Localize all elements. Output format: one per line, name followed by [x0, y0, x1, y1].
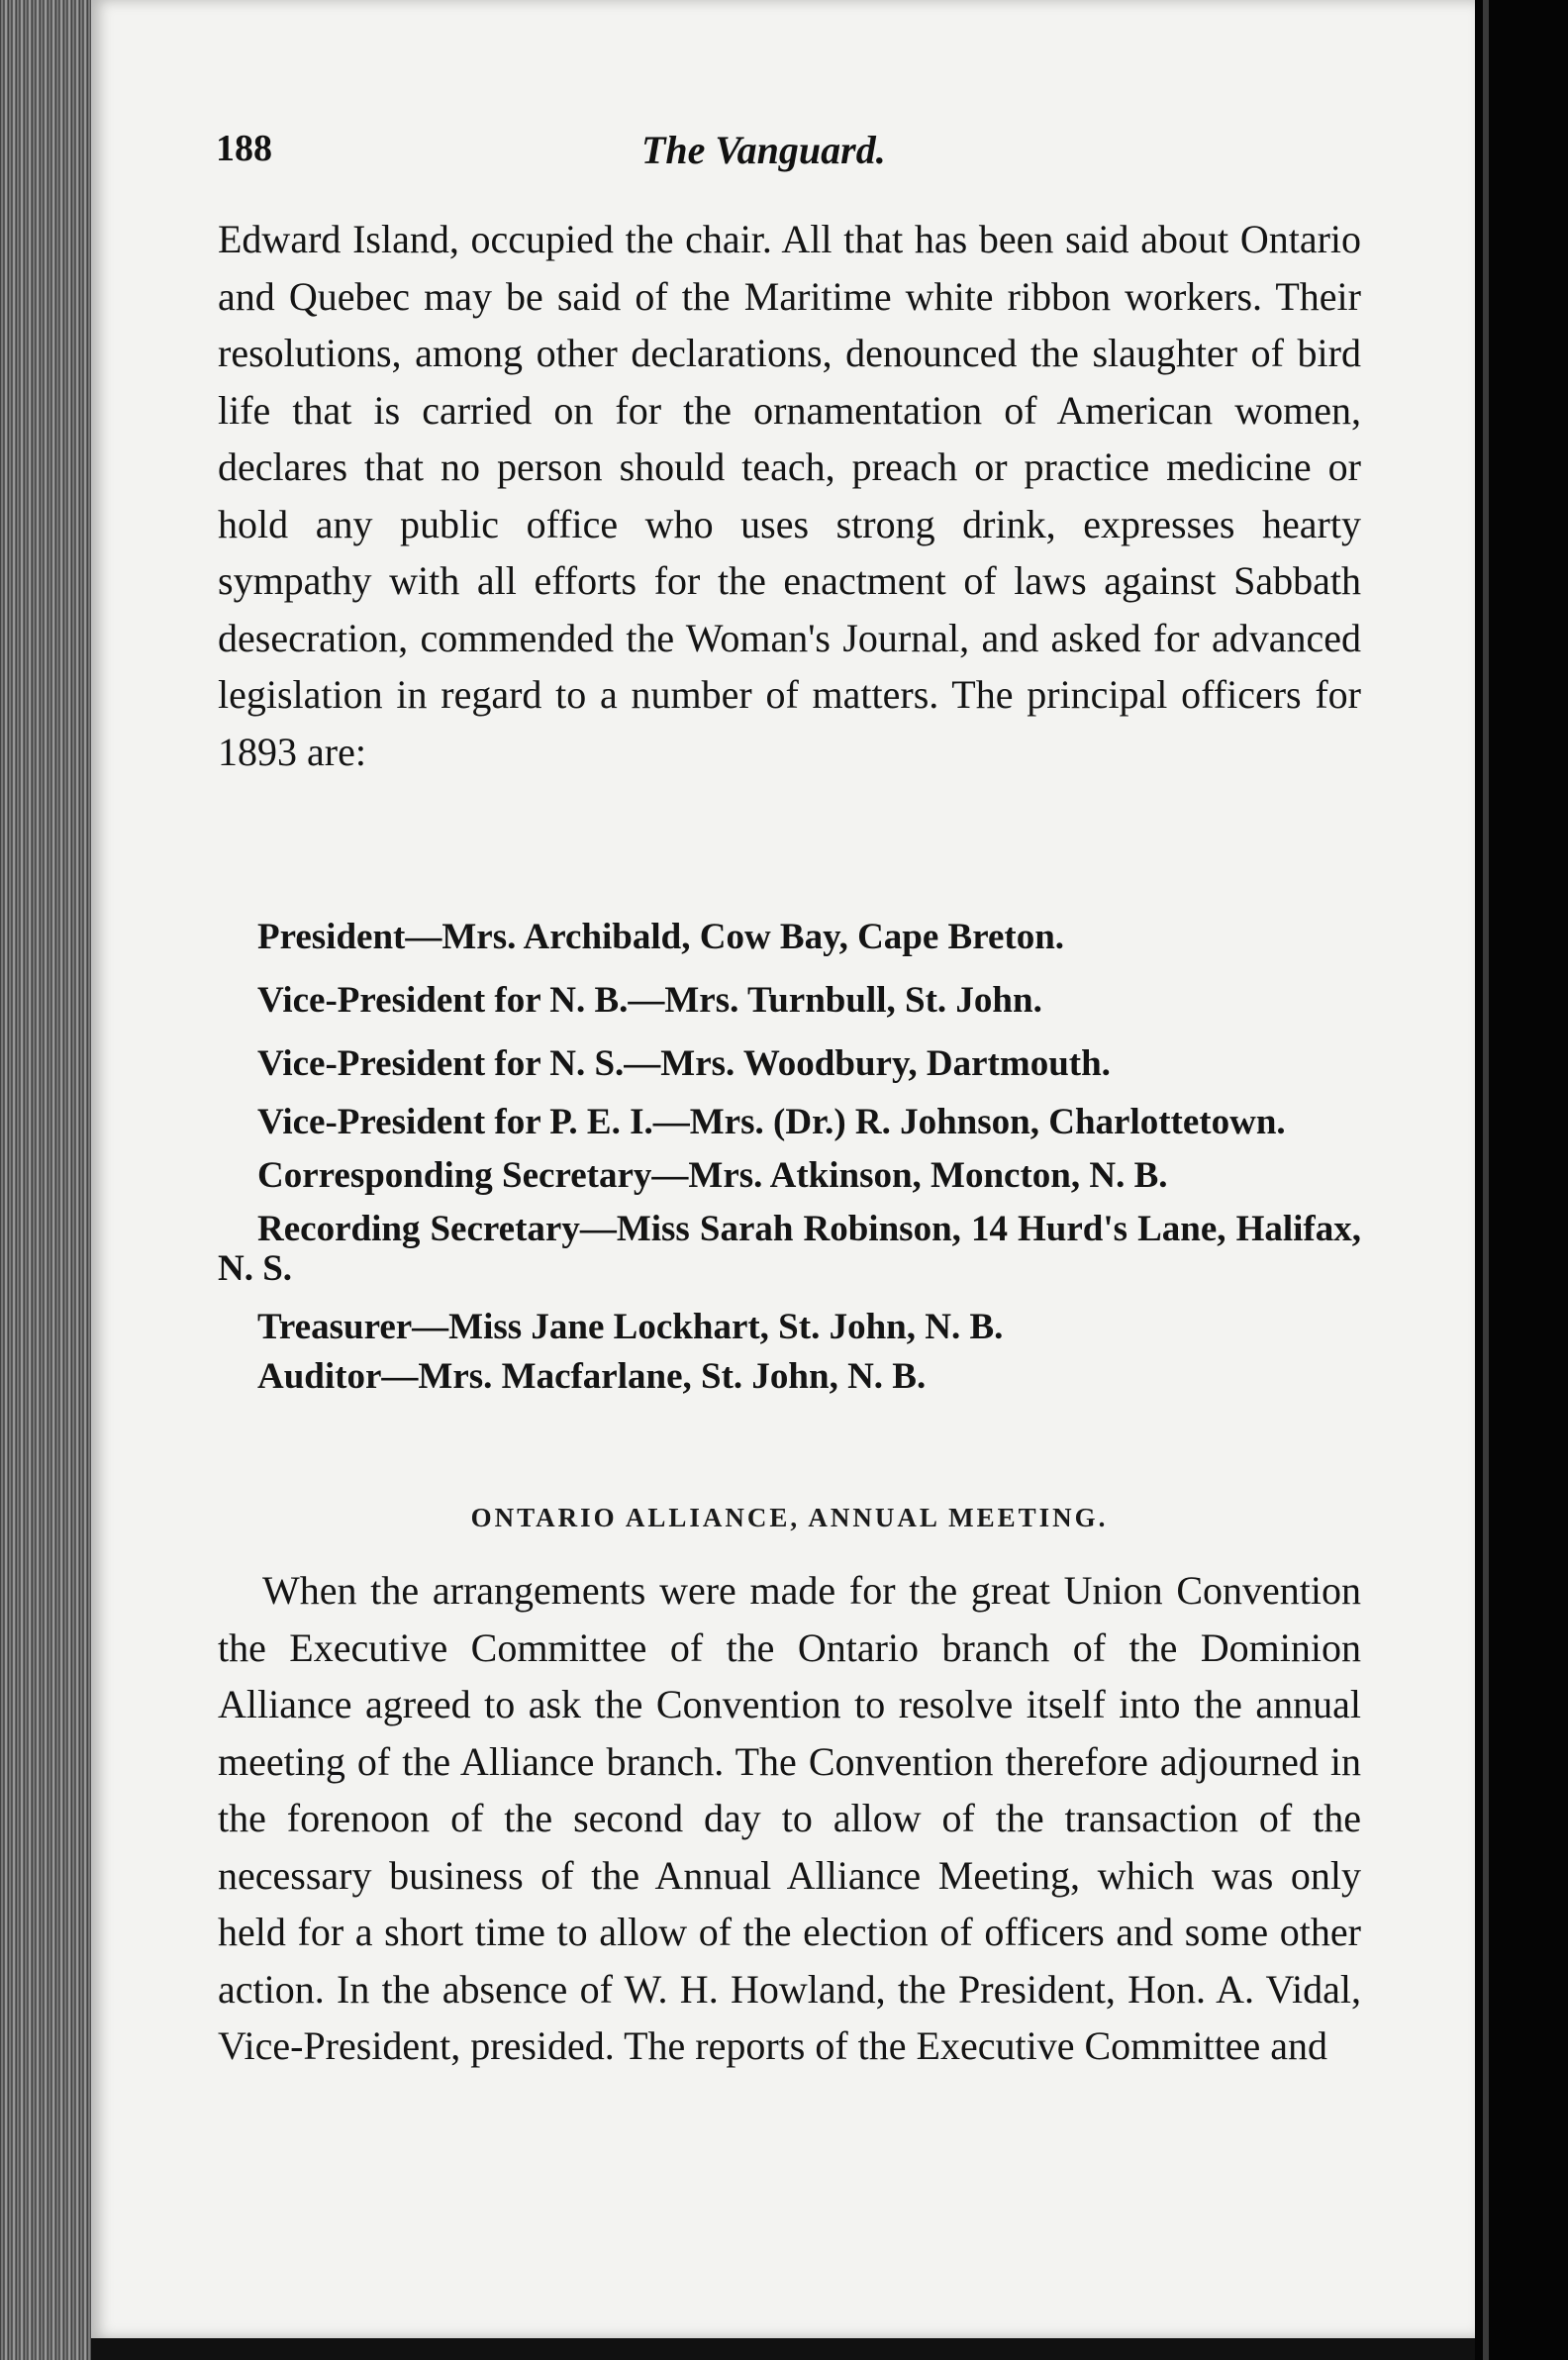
- officer-vp-ns: Vice-President for N. S.—Mrs. Woodbury, Dartmouth.: [257, 1043, 1111, 1084]
- page-edges: [0, 0, 91, 2360]
- paragraph-text: When the arrangements were made for the great Union Convention the Executive Committee of the Ontario branch of the Dominion Alliance agreed to ask the Convention to resolve itself into the annual meeting of the Alliance branch. The Convention therefore adjourned in the forenoon of the second day to allow of the transaction of the necessary business of the Annual Alliance Meeting, which was only held for a short time to allow of the election of officers and some other action. In the absence of W. H. Howland, the President, Hon. A. Vidal, Vice-President, presided. The reports of the Executive Committee and: [218, 1568, 1361, 2068]
- spacer: [218, 1089, 1361, 1103]
- spacer: [218, 962, 1361, 976]
- spacer: [218, 1142, 1361, 1156]
- running-title: The Vanguard.: [641, 128, 886, 172]
- spacer: [218, 1196, 1361, 1210]
- officer-auditor: Auditor—Mrs. Macfarlane, St. John, N. B.: [257, 1356, 927, 1397]
- officer-corresponding-secretary: Corresponding Secretary—Mrs. Atkinson, Moncton, N. B.: [257, 1155, 1168, 1196]
- body-paragraph-1: [218, 211, 1361, 780]
- officer-president: President—Mrs. Archibald, Cow Bay, Cape Breton.: [257, 917, 1065, 957]
- spacer: [218, 1289, 1361, 1303]
- spine-strip: [1483, 0, 1489, 2360]
- officers-list: [218, 913, 1361, 1402]
- officer-vp-pei: Vice-President for P. E. I.—Mrs. (Dr.) R. Johnson, Charlottetown.: [257, 1102, 1286, 1142]
- body-paragraph-2: [218, 1562, 1361, 2075]
- page-number: 188: [216, 128, 272, 169]
- officer-vp-nb: Vice-President for N. B.—Mrs. Turnbull, St. John.: [257, 980, 1042, 1021]
- right-margin-shadow: [1475, 0, 1568, 2360]
- section-heading: ONTARIO ALLIANCE, ANNUAL MEETING.: [470, 1503, 1109, 1532]
- officer-treasurer: Treasurer—Miss Jane Lockhart, St. John, N. B.: [257, 1307, 1004, 1347]
- bottom-margin-shadow: [91, 2338, 1475, 2360]
- spacer: [218, 1026, 1361, 1039]
- paragraph-text: Edward Island, occupied the chair. All that has been said about Ontario and Quebec may be said of the Maritime white ribbon workers. Their resolutions, among other declarations, denounced the slaughter of bird life that is carried on for the ornamentation of American women, declares that no person should teach, preach or practice medicine or hold any public office who uses strong drink, expresses hearty sympathy with all efforts for the enactment of laws against Sabbath desecration, commended the Woman's Journal, and asked for advanced legislation in regard to a number of matters. The principal officers for 1893 are:: [218, 217, 1361, 774]
- officer-recording-secretary: Recording Secretary—Miss Sarah Robinson, 14 Hurd's Lane, Halifax, N. S.: [218, 1209, 1361, 1289]
- page-header: [216, 127, 1354, 186]
